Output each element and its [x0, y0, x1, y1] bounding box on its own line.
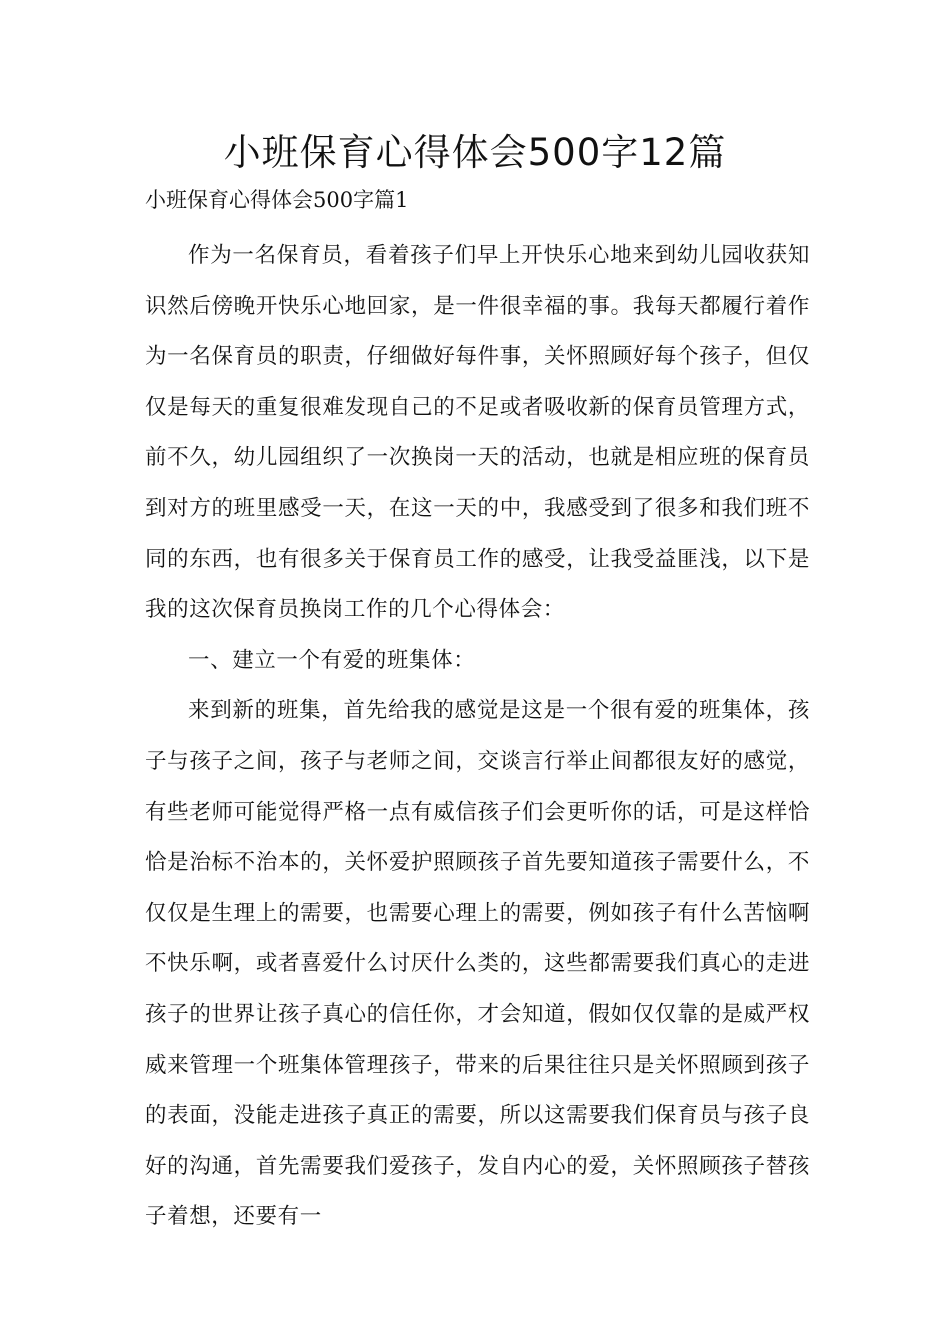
document-body [145, 231, 810, 1243]
paragraph-intro: 作为一名保育员，看着孩子们早上开快乐心地来到幼儿园收获知识然后傍晚开快乐心地回家，是一件很幸福的事。我每天都履行着作为一名保育员的职责，仔细做好每件事，关怀照顾好每个孩子，但仅仅是每天的重复很难发现自己的不足或者吸收新的保育员管理方式，前不久，幼儿园组织了一次换岗一天的活动，也就是相应班的保育员到对方的班里感受一天，在这一天的中，我感受到了很多和我们班不同的东西，也有很多关于保育员工作的感受，让我受益匪浅，以下是我的这次保育员换岗工作的几个心得体会： [145, 243, 810, 623]
document-title: 小班保育心得体会500字12篇 [223, 131, 727, 174]
paragraph-class-collective: 来到新的班集，首先给我的感觉是这是一个很有爱的班集体，孩子与孩子之间，孩子与老师之间，交谈言行举止间都很友好的感觉，有些老师可能觉得严格一点有威信孩子们会更听你的话，可是这样恰恰是治标不治本的，关怀爱护照顾孩子首先要知道孩子需要什么，不仅仅是生理上的需要，也需要心理上的需要，例如孩子有什么苦恼啊不快乐啊，或者喜爱什么讨厌什么类的，这些都需要我们真心的走进孩子的世界让孩子真心的信任你，才会知道，假如仅仅靠的是威严权威来管理一个班集体管理孩子，带来的后果往往只是关怀照顾到孩子的表面，没能走进孩子真正的需要，所以这需要我们保育员与孩子良好的沟通，首先需要我们爱孩子，发自内心的爱，关怀照顾孩子替孩子着想，还要有一 [145, 698, 810, 1230]
paragraph-heading-one: 一、建立一个有爱的班集体： [188, 647, 476, 673]
section-heading: 小班保育心得体会500字篇1 [145, 188, 409, 212]
